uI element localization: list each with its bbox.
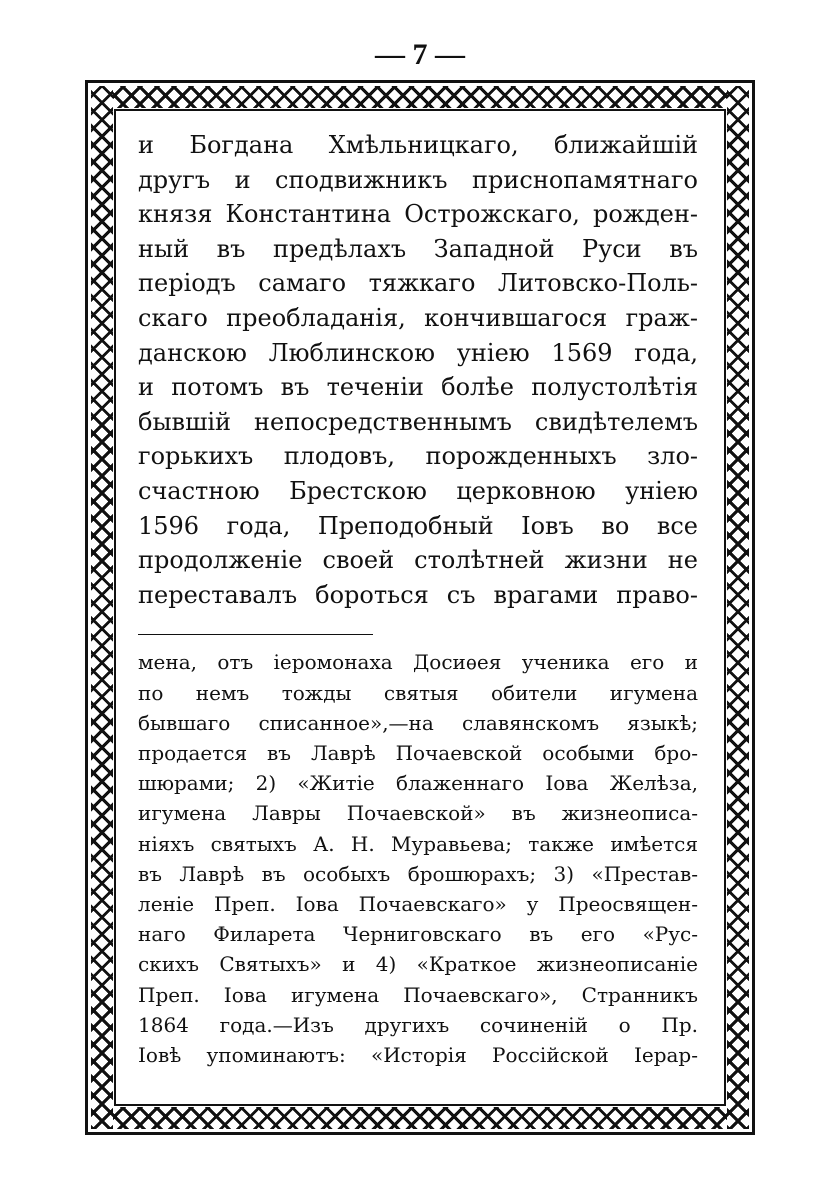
page-number: — 7 —: [375, 38, 465, 71]
footnote-line: бывшаго списанное»,—на славянскомъ языкѣ;: [138, 710, 698, 735]
footnote-line: леніе Преп. Іова Почаевскаго» у Преосвящен-: [138, 891, 698, 916]
ornament-border-bottom: [91, 1107, 749, 1129]
footnote-line: Преп. Іова игумена Почаевскаго», Странникъ: [138, 982, 698, 1007]
main-text-line: бывшій непосредственнымъ свидѣтелемъ: [138, 407, 698, 436]
footnote-line: по немъ тожды святыя обители игумена: [138, 680, 698, 705]
main-text-line: періодъ самаго тяжкаго Литовско-Поль-: [138, 269, 698, 298]
footnote-line: шюрами; 2) «Житіе блаженнаго Іова Желѣза,: [138, 771, 698, 796]
footnote-line: 1864 года.—Изъ другихъ сочиненій о Пр.: [138, 1012, 698, 1037]
ornament-border-left: [91, 86, 113, 1129]
main-text-line: скаго преобладанія, кончившагося граж-: [138, 303, 698, 332]
main-text-line: горькихъ плодовъ, порожденныхъ зло-: [138, 442, 698, 471]
ornament-border-top: [91, 86, 749, 108]
main-text-line: князя Константина Острожскаго, рожден-: [138, 200, 698, 229]
main-text-line: продолженіе своей столѣтней жизни не: [138, 546, 698, 575]
footnote: [138, 647, 698, 1070]
footnote-line: Іовѣ упоминаютъ: «Исторія Россійской Іерар-: [138, 1042, 698, 1067]
main-text-line: другъ и сподвижникъ приснопамятнаго: [138, 165, 698, 194]
main-text-line: счастною Брестскою церковною уніею: [138, 476, 698, 505]
footnote-line: мена, отъ іеромонаха Досиѳея ученика его и: [138, 650, 698, 675]
main-text-line: ный въ предѣлахъ Западной Руси въ: [138, 234, 698, 263]
footnote-line: продается въ Лаврѣ Почаевской особыми бро-: [138, 740, 698, 765]
footnote-line: игумена Лавры Почаевской» въ жизнеописа-: [138, 801, 698, 826]
footnote-line: въ Лаврѣ въ особыхъ брошюрахъ; 3) «Престав-: [138, 861, 698, 886]
main-text-line: и Богдана Хмѣльницкаго, ближайшій: [138, 131, 698, 159]
ornament-border-right: [727, 86, 749, 1129]
footnote-line: наго Филарета Черниговскаго въ его «Рус-: [138, 922, 698, 947]
main-text-line: 1596 года, Преподобный Іовъ во все: [138, 511, 698, 540]
footnote-line: ніяхъ святыхъ А. Н. Муравьева; также имѣется: [138, 831, 698, 856]
footnote-line: скихъ Святыхъ» и 4) «Краткое жизнеописаніе: [138, 952, 698, 977]
main-text-line: данскою Люблинскою уніею 1569 года,: [138, 338, 698, 367]
footnote-separator: [138, 634, 373, 635]
main-text-line: переставалъ бороться съ врагами право-: [138, 580, 698, 609]
main-text: [138, 128, 698, 612]
page-content: [138, 128, 698, 1070]
main-text-line: и потомъ въ теченіи болѣе полустолѣтія: [138, 373, 698, 402]
